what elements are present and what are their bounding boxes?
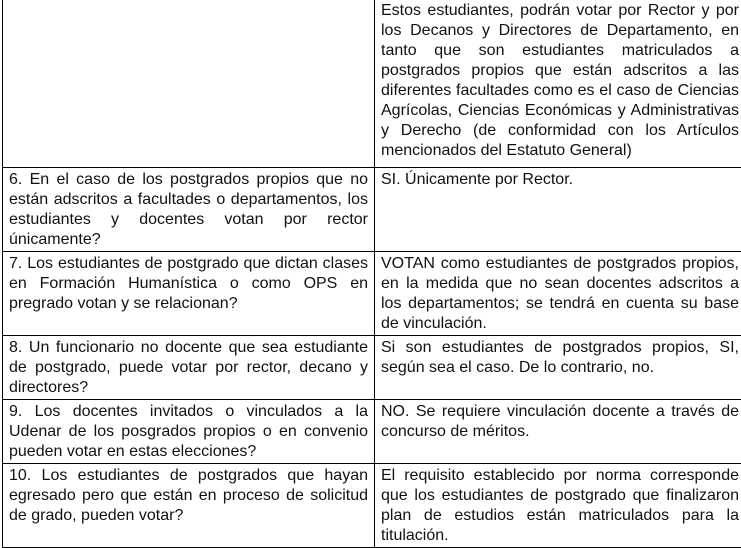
question-cell (3, 168, 375, 252)
answer-text: El requisito establecido por norma corresponde que los estudiantes de postgrado que finalizaron plan de estudios están matriculados para la titulación. (381, 466, 739, 546)
table-row (3, 0, 741, 168)
question-cell (3, 400, 375, 464)
question-cell (3, 464, 375, 548)
answer-text: Estos estudiantes, podrán votar por Rector y por los Decanos y Directores de Departamento, en tanto que son estudiantes matriculados a postgrados propios que están adscritos a las diferentes facultades como es el caso de Ciencias Agrícolas, Ciencias Económicas y Administrativas y Derecho (de conformidad con los Artículos mencionados del Estatuto General) (381, 1, 739, 161)
answer-cell (375, 464, 741, 548)
table-row (3, 400, 741, 464)
answer-cell (375, 168, 741, 252)
answer-cell (375, 252, 741, 336)
question-cell (3, 0, 375, 168)
table-row (3, 168, 741, 252)
answer-text: VOTAN como estudiantes de postgrados propios, en la medida que no sean docentes adscritos a los departamentos; se tendrá en cuenta su base de vinculación. (381, 254, 739, 334)
question-text: 10. Los estudiantes de postgrados que hayan egresado pero que están en proceso de solicitud de grado, pueden votar? (9, 466, 368, 526)
answer-text: Si son estudiantes de postgrados propios, SI, según sea el caso. De lo contrario, no. (381, 338, 739, 378)
question-cell (3, 252, 375, 336)
answer-text: SI. Únicamente por Rector. (381, 170, 739, 190)
question-text: 6. En el caso de los postgrados propios que no están adscritos a facultades o departamentos, los estudiantes y docentes votan por rector únicamente? (9, 170, 368, 250)
question-cell (3, 336, 375, 400)
table-row (3, 464, 741, 548)
question-text: 7. Los estudiantes de postgrado que dictan clases en Formación Humanística o como OPS en pregrado votan y se relacionan? (9, 254, 368, 314)
table-row (3, 336, 741, 400)
answer-cell (375, 400, 741, 464)
answer-cell (375, 336, 741, 400)
answer-text: NO. Se requiere vinculación docente a través de concurso de méritos. (381, 402, 739, 442)
faq-table (2, 0, 741, 548)
question-text: 8. Un funcionario no docente que sea estudiante de postgrado, puede votar por rector, decano y directores? (9, 338, 368, 398)
answer-cell (375, 0, 741, 168)
table-row (3, 252, 741, 336)
question-text: 9. Los docentes invitados o vinculados a la Udenar de los posgrados propios o en convenio pueden votar en estas elecciones? (9, 402, 368, 462)
